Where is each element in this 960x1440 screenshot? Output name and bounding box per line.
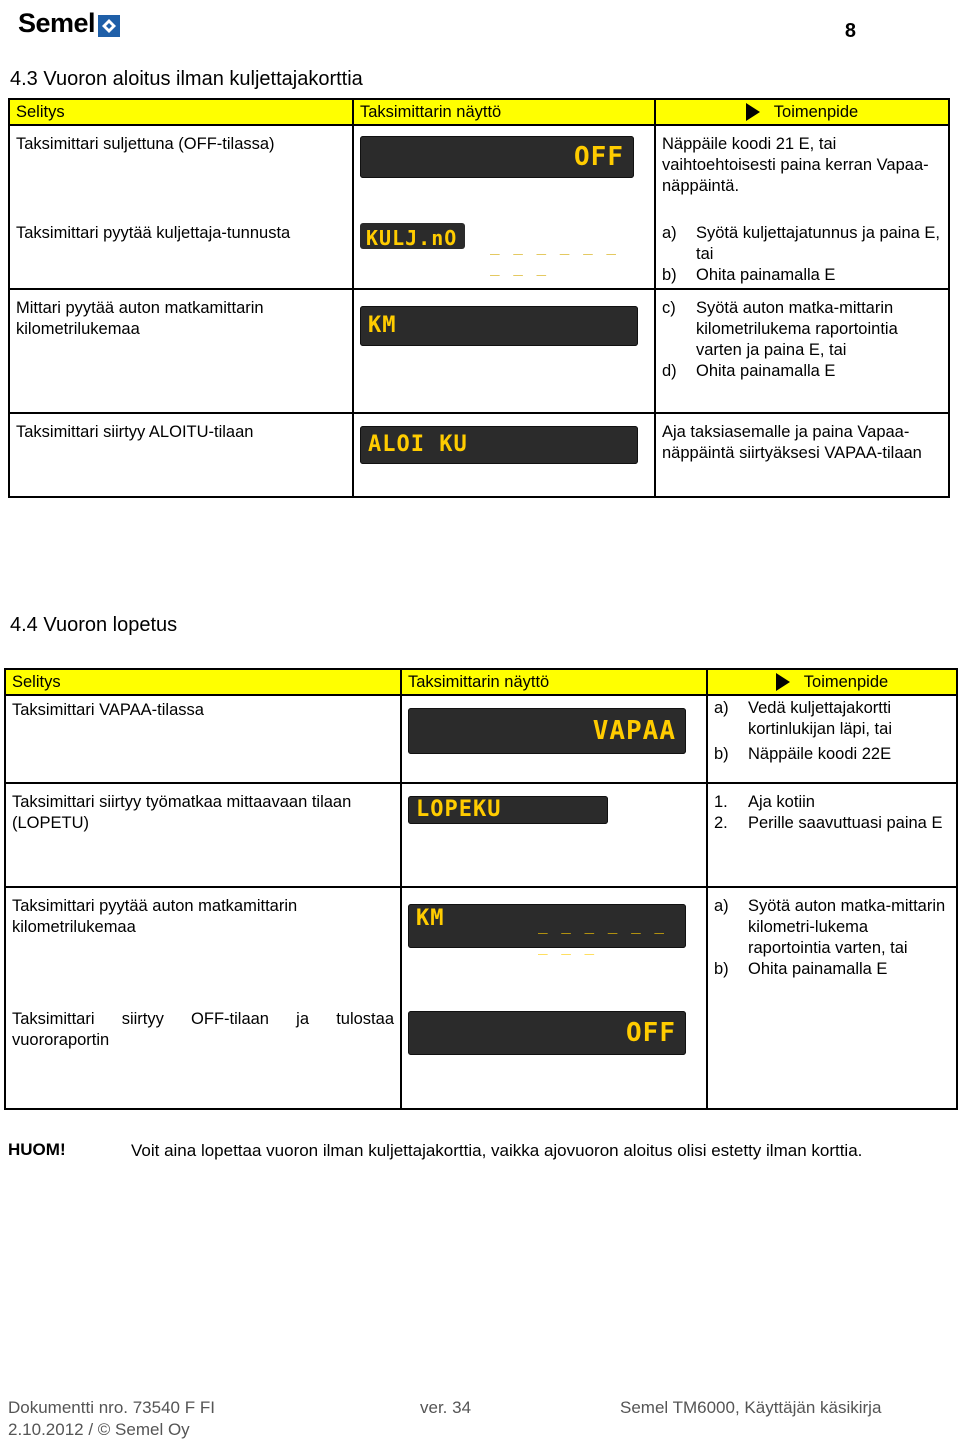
list-marker: a) [662, 224, 677, 242]
list-text: Ohita painamalla E [748, 960, 888, 978]
list-marker: a) [714, 897, 729, 915]
row-explanation: Taksimittari suljettuna (OFF-tilassa) [9, 125, 353, 205]
row-explanation: Taksimittari siirtyy työmatkaa mittaavaan tilaan (LOPETU) [5, 783, 401, 887]
row-explanation: Taksimittari pyytää kuljettaja-tunnusta [9, 205, 353, 289]
display-cell [353, 125, 655, 205]
table-header-row [5, 669, 957, 695]
table-row [5, 887, 957, 1005]
table-shift-end [4, 668, 958, 1110]
taximeter-display [408, 796, 608, 824]
row-action-empty [707, 1005, 957, 1109]
footer-document-no: Dokumentti nro. 73540 F FI [8, 1398, 215, 1417]
display-readout: KM [416, 906, 445, 931]
display-cell [353, 205, 655, 289]
row-action [707, 887, 957, 1005]
row-action: Näppäile koodi 21 E, tai vaihtoehtoisesti paina kerran Vapaa-näppäintä. [655, 125, 949, 205]
header-explanation: Selitys [5, 669, 401, 695]
display-readout: OFF [574, 142, 624, 172]
table-row [5, 695, 957, 783]
list-text: Ohita painamalla E [696, 266, 836, 284]
play-arrow-icon [746, 103, 760, 121]
table-row [5, 783, 957, 887]
display-readout: LOPEKU [416, 797, 502, 822]
list-marker: a) [714, 699, 729, 717]
row-explanation: Taksimittari siirtyy ALOITU-tilaan [9, 413, 353, 497]
header-action-cell [707, 669, 957, 695]
header-action-cell [655, 99, 949, 125]
table-row [5, 1005, 957, 1109]
list-text: Syötä auton matka-mittarin kilometri-lukema raportointia varten, tai [748, 897, 946, 957]
note-text: Voit aina lopettaa vuoron ilman kuljettajakorttia, vaikka ajovuoron aloitus olisi estetty ilman korttia. [131, 1141, 863, 1160]
taximeter-display [360, 136, 634, 178]
list-text: Perille saavuttuasi paina E [748, 814, 943, 832]
display-cell [401, 695, 707, 783]
table-row [9, 125, 949, 205]
row-action [655, 289, 949, 413]
display-readout: KULJ.nO [366, 226, 458, 250]
play-arrow-icon [776, 673, 790, 691]
list-text: Vedä kuljettajakortti kortinlukijan läpi, tai [748, 699, 892, 738]
list-marker: d) [662, 362, 677, 380]
note-label: HUOM! [8, 1140, 66, 1159]
taximeter-display [408, 904, 686, 955]
list-marker: b) [662, 266, 677, 284]
header-action: Toimenpide [773, 102, 859, 121]
table-row [9, 413, 949, 497]
list-marker: b) [714, 960, 729, 978]
row-action: Aja taksiasemalle ja paina Vapaa-näppäintä siirtyäksesi VAPAA-tilaan [655, 413, 949, 497]
list-marker: 1. [714, 793, 728, 811]
row-explanation: Taksimittari pyytää auton matkamittarin kilometrilukemaa [5, 887, 401, 1005]
header-display: Taksimittarin näyttö [401, 669, 707, 695]
display-readout: OFF [626, 1018, 676, 1048]
header-explanation: Selitys [9, 99, 353, 125]
semel-logo [18, 8, 120, 39]
row-explanation: Taksimittari siirtyy OFF-tilaan ja tulostaa vuororaportin [5, 1005, 401, 1109]
table-row [9, 205, 949, 289]
display-cell [401, 783, 707, 887]
page-number: 8 [844, 20, 856, 42]
section-title-4-3: 4.3 Vuoron aloitus ilman kuljettajakorttia [10, 68, 363, 90]
header-display: Taksimittarin näyttö [353, 99, 655, 125]
taximeter-display [360, 306, 638, 346]
taximeter-display [360, 426, 638, 464]
list-marker: b) [714, 745, 729, 763]
logo-text: Semel [18, 8, 96, 38]
footer-version: ver. 34 [420, 1398, 472, 1417]
row-action [655, 205, 949, 289]
row-action [707, 695, 957, 783]
list-text: Aja kotiin [748, 793, 815, 811]
list-text: Syötä kuljettajatunnus ja paina E, tai [696, 224, 940, 263]
display-cell [353, 289, 655, 413]
table-shift-start [8, 98, 950, 498]
row-explanation: Mittari pyytää auton matkamittarin kilometrilukemaa [9, 289, 353, 413]
footer-product: Semel TM6000, Käyttäjän käsikirja [620, 1398, 882, 1417]
footer-date: 2.10.2012 / © Semel Oy [8, 1420, 190, 1439]
list-marker: c) [662, 299, 676, 317]
display-cell [401, 887, 707, 1005]
display-readout: ALOI KU [368, 432, 468, 457]
taximeter-display [408, 708, 686, 754]
table-row [9, 289, 949, 413]
row-action [707, 783, 957, 887]
header-action: Toimenpide [803, 672, 889, 691]
section-title-4-4: 4.4 Vuoron lopetus [10, 614, 178, 636]
display-dashes: _ _ _ _ _ _ _ _ _ [490, 236, 618, 276]
display-readout: KM [368, 313, 397, 338]
list-marker: 2. [714, 814, 728, 832]
list-text: Ohita painamalla E [696, 362, 836, 380]
table-header-row [9, 99, 949, 125]
taximeter-display [360, 223, 638, 276]
logo-diamond-icon [98, 13, 120, 35]
taximeter-display [408, 1011, 686, 1055]
list-text: Näppäile koodi 22E [748, 745, 892, 763]
list-text: Syötä auton matka-mittarin kilometrilukema raportointia varten ja paina E, tai [696, 299, 898, 359]
display-cell [353, 413, 655, 497]
display-dashes: _ _ _ _ _ _ _ _ _ [538, 915, 666, 955]
display-readout: VAPAA [592, 716, 676, 746]
row-explanation: Taksimittari VAPAA-tilassa [5, 695, 401, 783]
display-cell [401, 1005, 707, 1109]
